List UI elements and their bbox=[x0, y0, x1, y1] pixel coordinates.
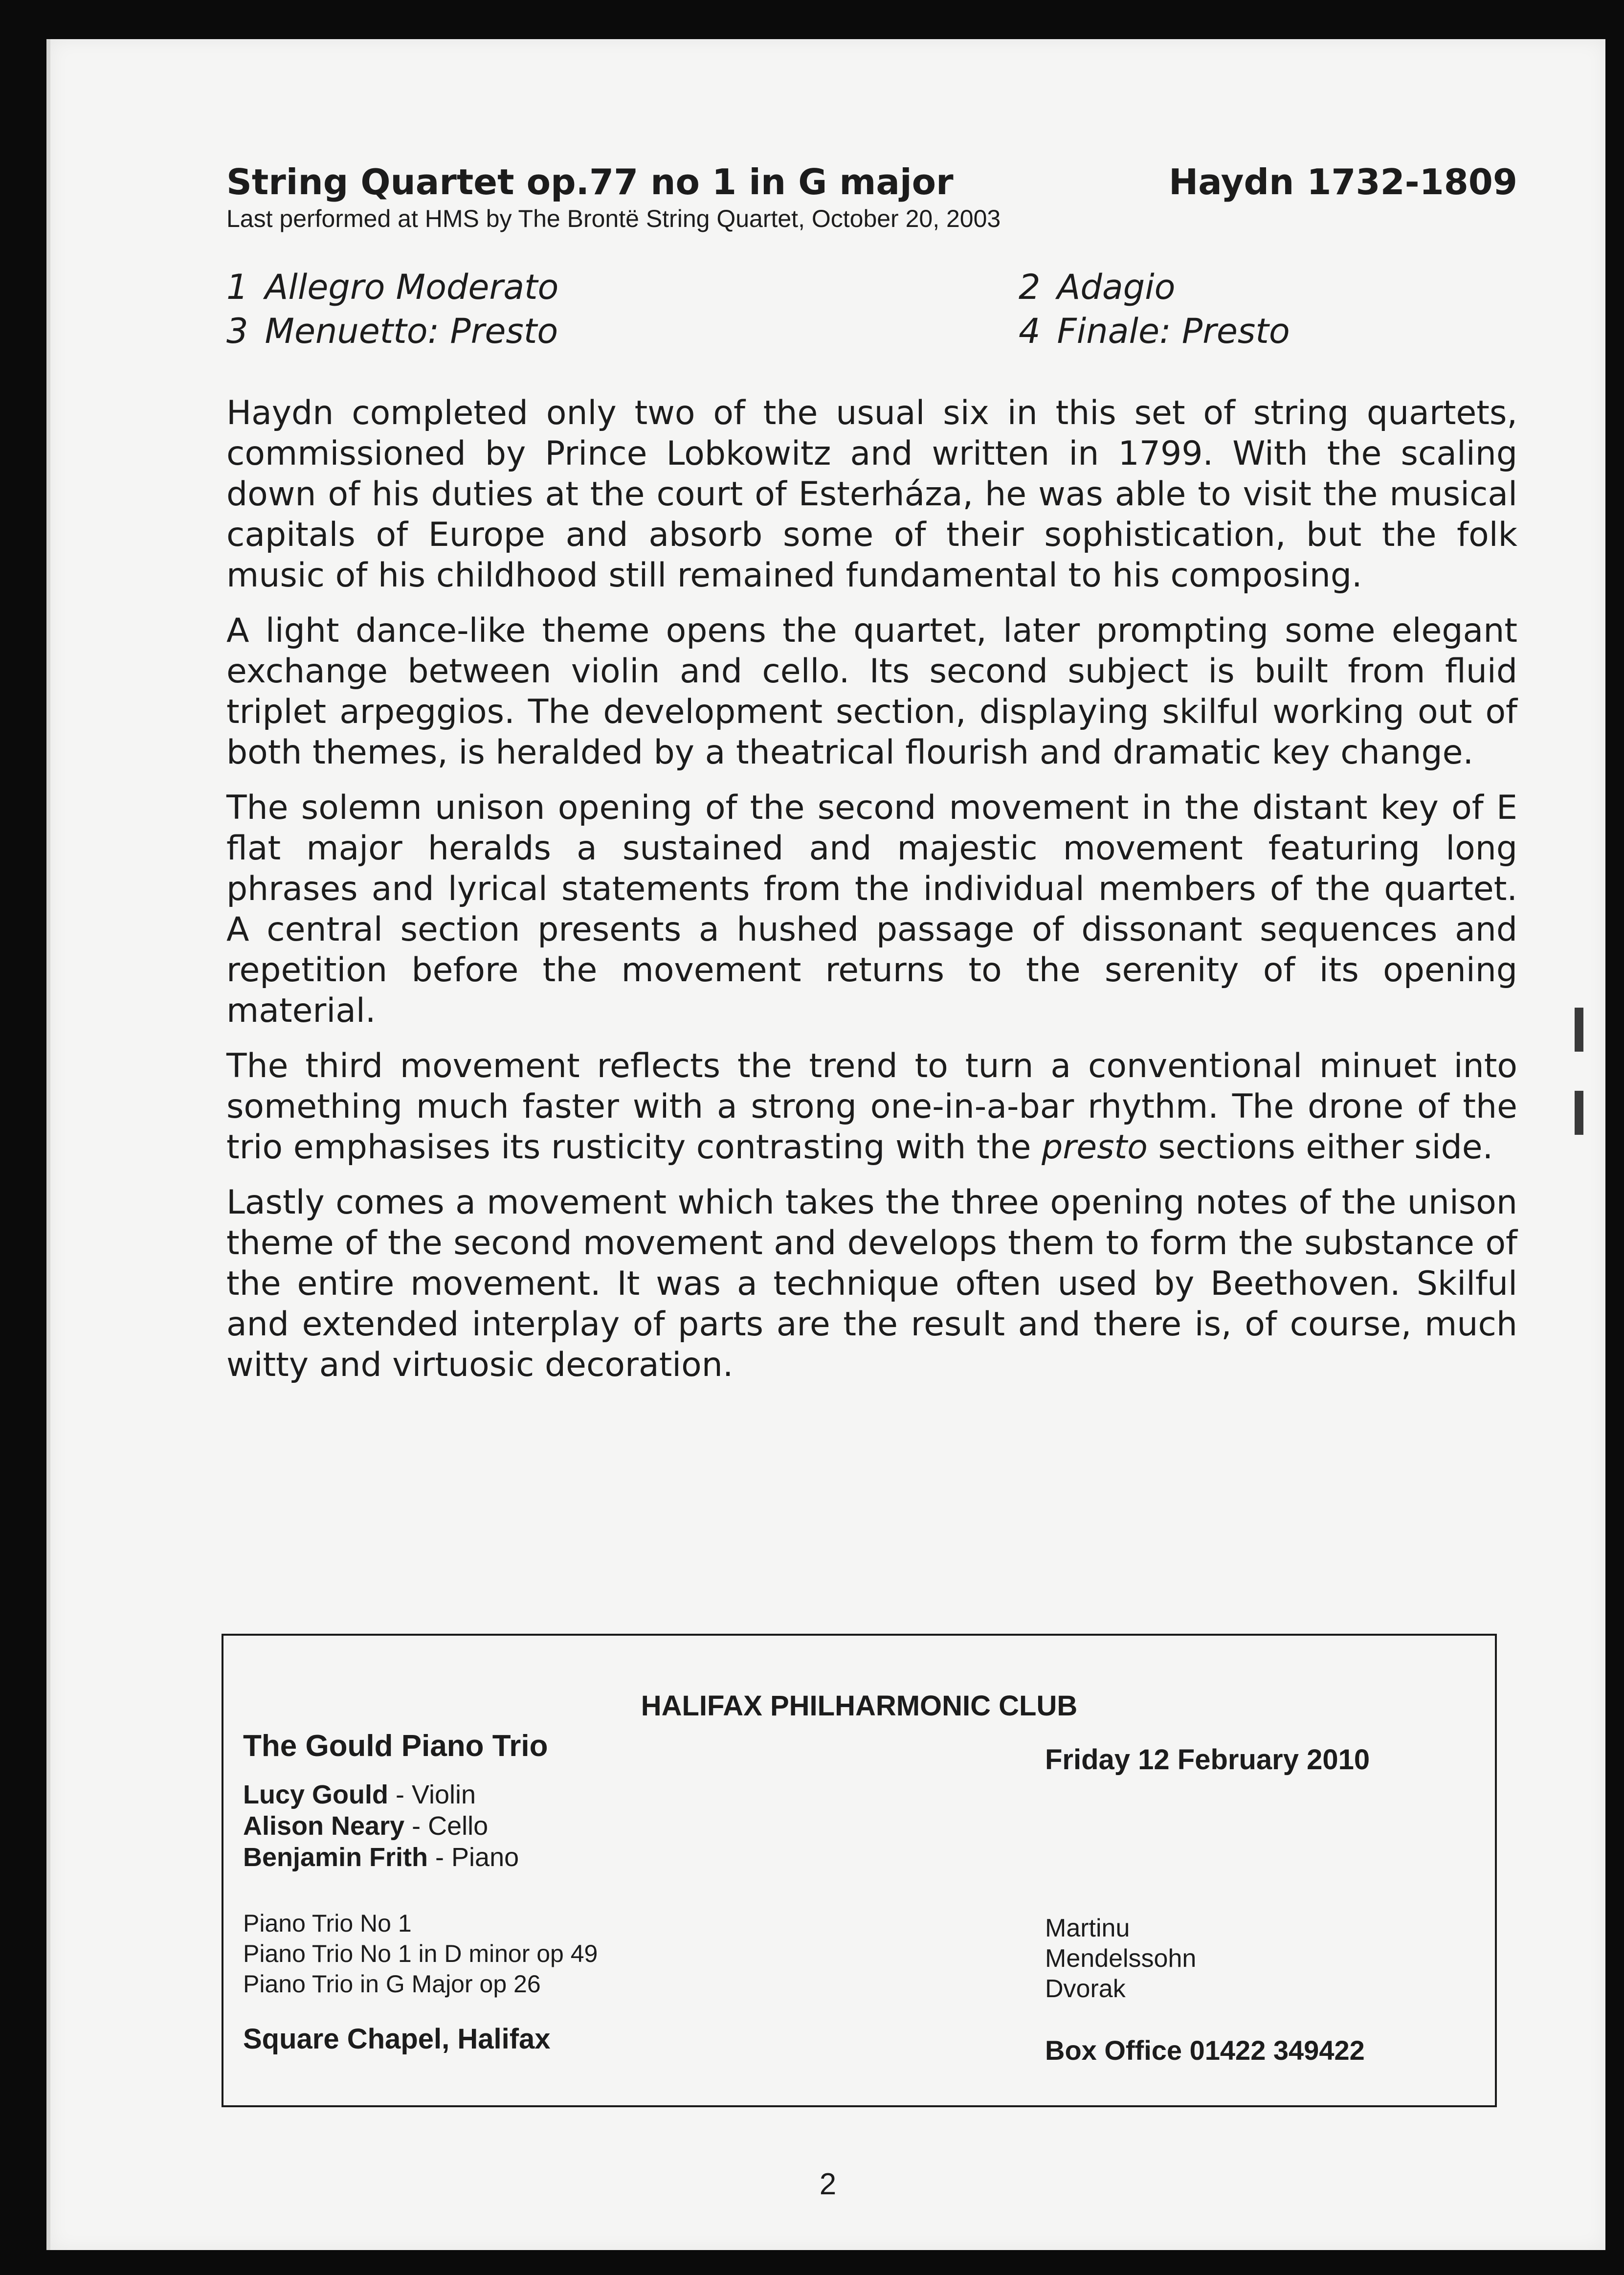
movement-number: 3 bbox=[226, 311, 248, 351]
binding-tab-mark bbox=[1575, 1008, 1583, 1052]
player-item bbox=[243, 1779, 977, 1810]
piece-title-row bbox=[226, 161, 1517, 203]
movement-name: Menuetto: Presto bbox=[265, 311, 558, 351]
movement-number: 2 bbox=[1019, 267, 1041, 307]
composer-name: Haydn bbox=[1168, 161, 1294, 203]
movement-name: Allegro Moderato bbox=[265, 267, 559, 307]
paragraph-second-movement: The solemn unison opening of the second movement in the distant key of E flat major heralds a sustained and majestic movement featuring long phrases and lyrical statements from the individual members of the quartet. A central section presents a hushed passage of dissonant sequences and repetition before the movement returns to the serenity of its opening material. bbox=[226, 788, 1517, 1030]
composer-block bbox=[1169, 161, 1517, 203]
concert-date: Friday 12 February 2010 bbox=[1045, 1744, 1370, 1776]
movement-item bbox=[226, 267, 1019, 307]
piece-title: String Quartet op.77 no 1 in G major bbox=[226, 161, 954, 203]
player-name: Benjamin Frith bbox=[243, 1843, 428, 1872]
works-list bbox=[243, 1908, 977, 1999]
composer-list bbox=[1045, 1913, 1475, 2004]
player-role: - Cello bbox=[404, 1811, 489, 1841]
paragraph-first-movement: A light dance-like theme opens the quartet, later prompting some elegant exchange between violin and cello. Its second subject is built from fluid triplet arpeggios. The development section, displaying skilful working out of both themes, is heralded by a theatrical flourish and dramatic key change. bbox=[226, 611, 1517, 772]
box-office-phone: Box Office 01422 349422 bbox=[1045, 2035, 1365, 2066]
movement-list bbox=[226, 267, 1517, 351]
movement-item bbox=[1019, 267, 1517, 307]
composer-dates: 1732-1809 bbox=[1307, 161, 1517, 203]
paragraph-intro: Haydn completed only two of the usual six in this set of string quartets, commissioned by Prince Lobkowitz and written in 1799. With the scaling down of his duties at the court of Esterháza, he was able to visit the musical capitals of Europe and absorb some of their sophistication, but the folk music of his childhood still remained fundamental to his composing. bbox=[226, 394, 1517, 595]
program-notes bbox=[226, 161, 1517, 1385]
movement-name: Finale: Presto bbox=[1057, 311, 1290, 351]
work-item: Piano Trio in G Major op 26 bbox=[243, 1970, 541, 1998]
player-name: Alison Neary bbox=[243, 1811, 405, 1841]
paragraph-text: sections either side. bbox=[1147, 1128, 1493, 1167]
page-number: 2 bbox=[819, 2167, 837, 2201]
movement-number: 4 bbox=[1019, 311, 1041, 351]
paragraph-text: The third movement reflects the trend to turn a conventional minuet into something much faster with a strong one-in-a-bar rhythm. The drone of the trio emphasises its rusticity contrasting with the bbox=[226, 1047, 1517, 1167]
advert-left-column bbox=[243, 1729, 977, 2055]
movement-number: 1 bbox=[226, 267, 248, 307]
movement-name: Adagio bbox=[1057, 267, 1176, 307]
player-item bbox=[243, 1842, 977, 1873]
venue: Square Chapel, Halifax bbox=[243, 2023, 551, 2055]
player-list bbox=[243, 1779, 977, 1873]
player-role: - Violin bbox=[388, 1780, 476, 1809]
club-name: HALIFAX PHILHARMONIC CLUB bbox=[641, 1690, 1078, 1722]
ensemble-name: The Gould Piano Trio bbox=[243, 1729, 548, 1763]
paragraph-third-movement bbox=[226, 1046, 1517, 1168]
work-item: Piano Trio No 1 in D minor op 49 bbox=[243, 1940, 598, 1967]
composer-item: Martinu bbox=[1045, 1914, 1130, 1942]
composer-item: Mendelssohn bbox=[1045, 1944, 1197, 1973]
advert-right-column bbox=[1045, 1743, 1475, 2066]
binding-tab-mark bbox=[1575, 1091, 1583, 1135]
player-role: - Piano bbox=[428, 1843, 519, 1872]
movement-item bbox=[1019, 311, 1517, 351]
last-performed-note: Last performed at HMS by The Brontë String Quartet, October 20, 2003 bbox=[226, 205, 1001, 232]
work-item: Piano Trio No 1 bbox=[243, 1910, 412, 1937]
paragraph-finale: Lastly comes a movement which takes the three opening notes of the unison theme of the second movement and develops them to form the substance of the entire movement. It was a technique often used by Beethoven. Skilful and extended interplay of parts are the result and there is, of course, much witty and virtuosic decoration. bbox=[226, 1183, 1517, 1384]
italic-term: presto bbox=[1042, 1128, 1148, 1167]
concert-advert-box bbox=[222, 1634, 1497, 2107]
player-item bbox=[243, 1810, 977, 1842]
movement-item bbox=[226, 311, 1019, 351]
program-page bbox=[46, 39, 1605, 2250]
player-name: Lucy Gould bbox=[243, 1780, 388, 1809]
composer-item: Dvorak bbox=[1045, 1975, 1126, 2003]
